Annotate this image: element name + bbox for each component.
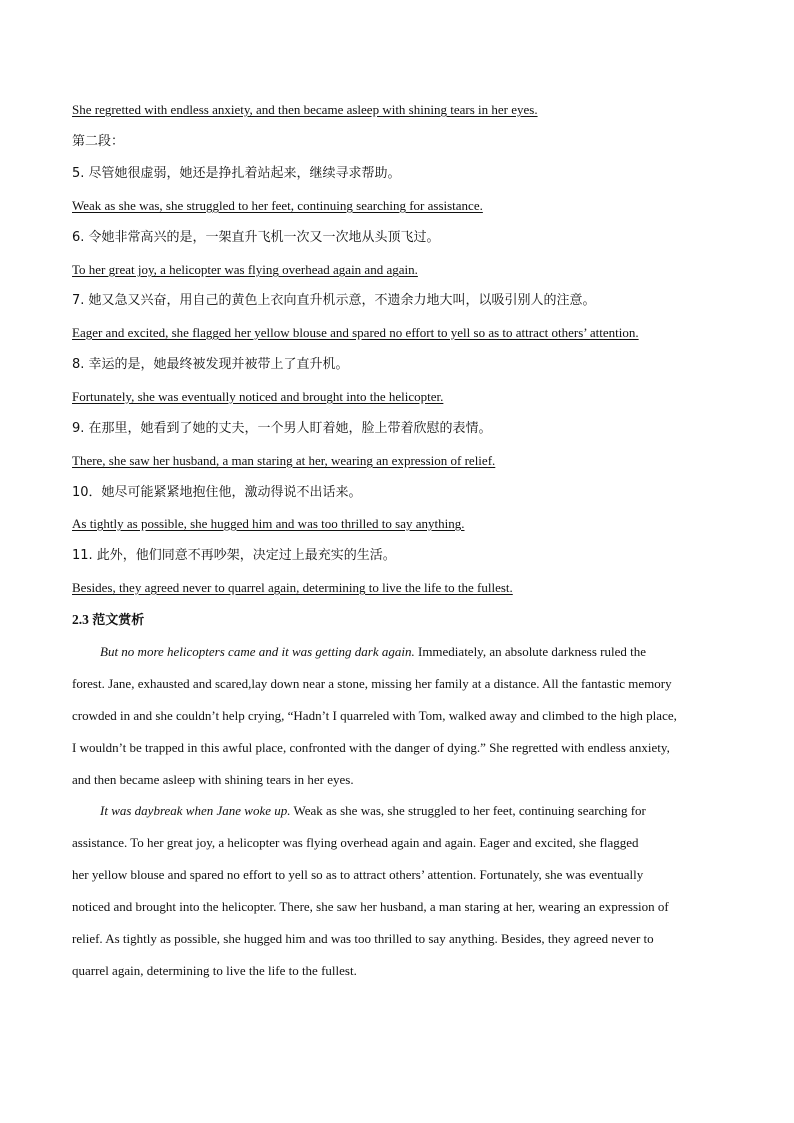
model-paragraph-1: But no more helicopters came and it was getting dark again. Immediately, an absolute darkness ruled the forest. Jane, exhausted and scared,lay down near a stone, missing her family at a distance. All the fantastic memory crowded in and she couldn’t help crying, “Hadn’t I quarreled with Tom, walked away and climbed to the high place, I wouldn’t be trapped in this awful place, confronted with the danger of dying.” She regretted with endless anxiety, and then became asleep with shining tears in her eyes. bbox=[72, 644, 677, 787]
chinese-sentence: 9. 在那里，她看到了她的丈夫，一个男人盯着她，脸上带着欣慰的表情。 bbox=[72, 421, 492, 436]
section-title: 范文赏析 bbox=[92, 613, 145, 628]
translation-line: There, she saw her husband, a man staring at her, wearing an expression of relief. bbox=[72, 453, 496, 468]
section-number: 2.3 bbox=[72, 612, 89, 627]
section-heading bbox=[72, 611, 732, 630]
chinese-sentence: 6. 令她非常高兴的是，一架直升飞机一次又一次地从头顶飞过。 bbox=[72, 230, 440, 245]
chinese-sentence: 10．她尽可能紧紧地抱住他，激动得说不出话来。 bbox=[72, 485, 362, 500]
chinese-sentence: 7. 她又急又兴奋，用自己的黄色上衣向直升机示意，不遗余力地大叫，以吸引别人的注意。 bbox=[72, 293, 596, 308]
translation-line: As tightly as possible, she hugged him and was too thrilled to say anything. bbox=[72, 516, 465, 531]
chinese-sentence: 5. 尽管她很虚弱，她还是挣扎着站起来，继续寻求帮助。 bbox=[72, 166, 401, 181]
translation-line: Fortunately, she was eventually noticed and brought into the helicopter. bbox=[72, 389, 444, 404]
model-paragraph-2: It was daybreak when Jane woke up. Weak as she was, she struggled to her feet, continuing searching for assistance. To her great joy, a helicopter was flying overhead again and again. Eager and excited, she flagged her yellow blouse and spared no effort to yell so as to attract others’ attention. Fortunately, she was eventually noticed and brought into the helicopter. There, she saw her husband, a man staring at her, wearing an expression of relief. As tightly as possible, she hugged him and was too thrilled to say anything. Besides, they agreed never to quarrel again, determining to live the life to the fullest. bbox=[72, 803, 669, 978]
paragraph-label: 第二段： bbox=[72, 134, 125, 149]
paragraph-lead-sentence: It was daybreak when Jane woke up. bbox=[100, 803, 291, 818]
translation-line: Besides, they agreed never to quarrel again, determining to live the life to the fullest. bbox=[72, 580, 513, 595]
translation-line: Eager and excited, she flagged her yellow blouse and spared no effort to yell so as to attract others’ attention. bbox=[72, 325, 639, 340]
chinese-sentence: 11. 此外，他们同意不再吵架，决定过上最充实的生活。 bbox=[72, 548, 396, 563]
chinese-sentence: 8. 幸运的是，她最终被发现并被带上了直升机。 bbox=[72, 357, 349, 372]
translation-line: She regretted with endless anxiety, and then became asleep with shining tears in her eyes. bbox=[72, 102, 538, 117]
paragraph-lead-sentence: But no more helicopters came and it was getting dark again. bbox=[100, 644, 415, 659]
translation-line: To her great joy, a helicopter was flying overhead again and again. bbox=[72, 262, 418, 277]
translation-line: Weak as she was, she struggled to her feet, continuing searching for assistance. bbox=[72, 198, 483, 213]
